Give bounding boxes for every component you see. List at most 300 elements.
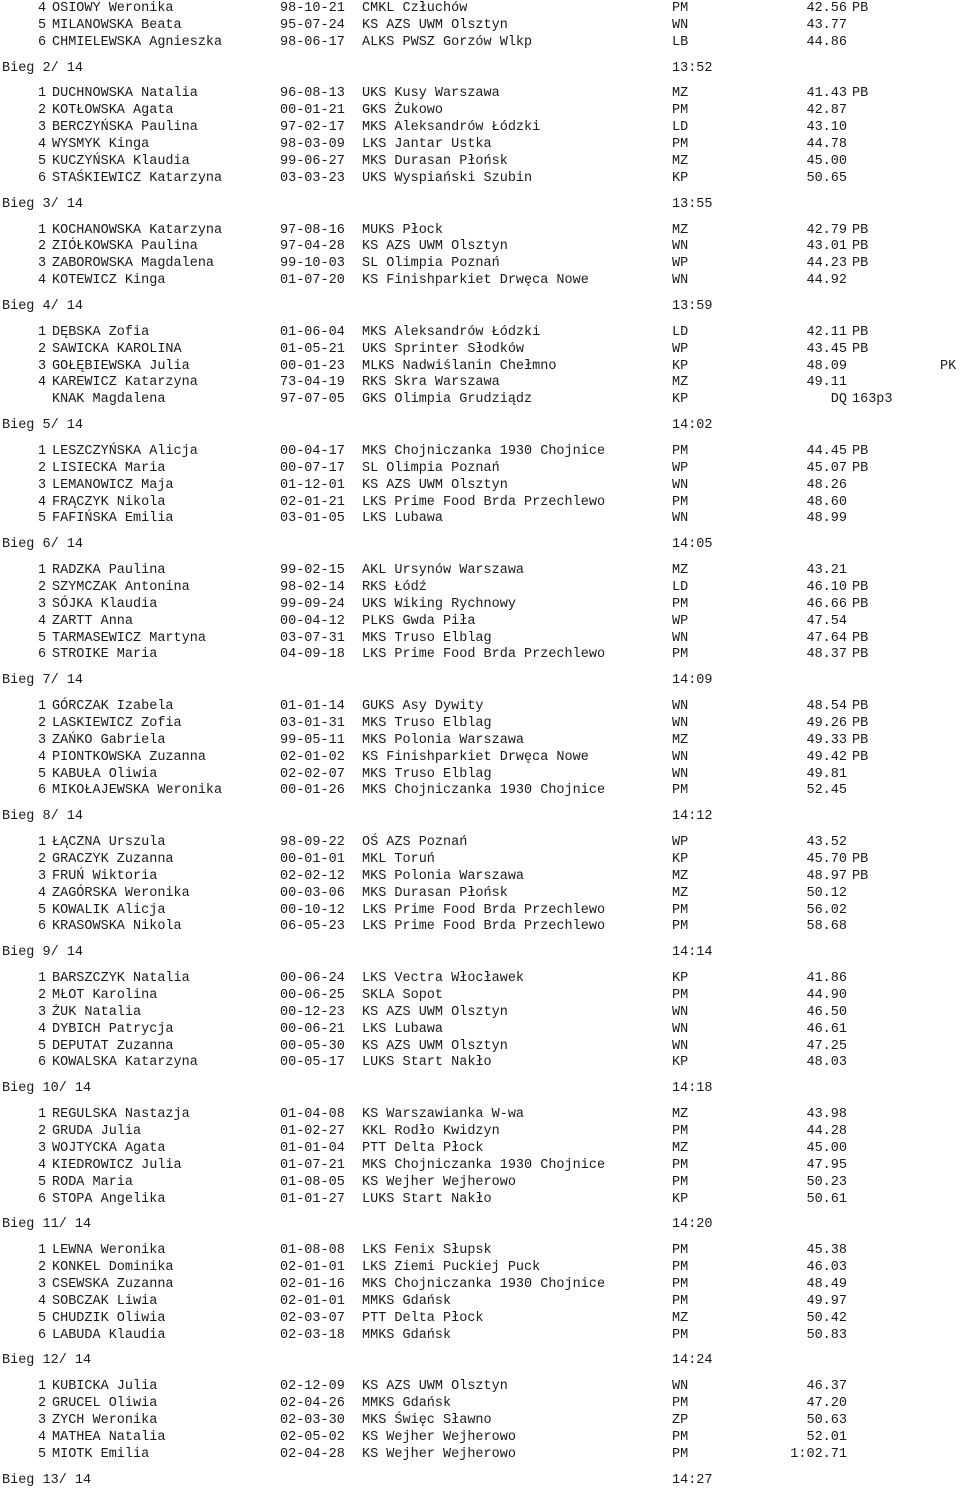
result-row — [0, 1378, 960, 1395]
result-time: 49.33 — [806, 732, 847, 748]
result-row — [0, 272, 960, 289]
region-code: WN — [672, 1379, 689, 1395]
birth-date: 02-04-26 — [280, 1396, 345, 1412]
result-time: 45.00 — [806, 153, 847, 169]
place-number: 4 — [38, 1021, 47, 1037]
place-number: 3 — [38, 1004, 47, 1020]
result-time: 52.45 — [806, 783, 847, 799]
place-number: 3 — [38, 1140, 47, 1156]
result-time: 42.56 — [806, 1, 847, 16]
club-name: MKS Aleksandrów Łódzki — [362, 324, 541, 340]
result-row — [0, 1242, 960, 1259]
club-name: UKS Sprinter Słodków — [362, 341, 525, 357]
club-name: MKS Chojniczanka 1930 Chojnice — [362, 443, 606, 459]
region-code: WP — [672, 835, 689, 851]
club-name: SKLA Sopot — [362, 988, 444, 1003]
heat-start-time: 14:18 — [672, 1081, 713, 1097]
birth-date: 03-07-31 — [280, 630, 345, 646]
club-name: MKS Chojniczanka 1930 Chojnice — [362, 1276, 606, 1292]
club-name: SL Olimpia Poznań — [362, 460, 500, 476]
heat-start-time: 14:12 — [672, 809, 713, 825]
region-code: PM — [672, 783, 689, 799]
result-time: 44.92 — [806, 273, 847, 288]
heat-header — [0, 1080, 960, 1097]
result-row — [0, 170, 960, 187]
birth-date: 01-01-04 — [280, 1140, 345, 1156]
result-time: 47.20 — [806, 1396, 847, 1412]
result-row — [0, 1293, 960, 1310]
region-code: WN — [672, 1038, 689, 1054]
result-row — [0, 1191, 960, 1208]
place-number: 1 — [38, 563, 47, 579]
region-code: PM — [672, 1174, 689, 1190]
athlete-name: DYBICH Patrycja — [52, 1021, 174, 1037]
result-time: 44.90 — [806, 988, 847, 1003]
region-code: PM — [672, 1124, 689, 1139]
region-code: PM — [672, 1429, 689, 1445]
birth-date: 02-01-16 — [280, 1276, 345, 1292]
result-row — [0, 1310, 960, 1327]
result-time: 48.54 — [806, 699, 847, 715]
result-note: PB — [852, 256, 869, 272]
result-time: 43.45 — [806, 341, 847, 357]
result-time: 47.54 — [806, 613, 847, 629]
result-note: PB — [852, 749, 869, 765]
birth-date: 02-05-02 — [280, 1429, 345, 1445]
athlete-name: KOWALSKA Katarzyna — [52, 1055, 198, 1071]
place-number: 5 — [38, 1310, 47, 1326]
result-row — [0, 391, 960, 408]
birth-date: 01-05-21 — [280, 341, 345, 357]
birth-date: 02-02-07 — [280, 766, 345, 782]
result-note: PB — [852, 647, 869, 663]
birth-date: 00-05-30 — [280, 1038, 345, 1054]
birth-date: 02-12-09 — [280, 1379, 345, 1395]
place-number: 2 — [38, 716, 47, 731]
place-number: 3 — [38, 256, 47, 272]
heat-title: Bieg 9/ 14 — [2, 945, 84, 961]
birth-date: 00-06-21 — [280, 1021, 345, 1037]
club-name: KS Finishparkiet Drwęca Nowe — [362, 273, 589, 288]
athlete-name: GÓRCZAK Izabela — [52, 699, 174, 715]
birth-date: 02-01-02 — [280, 749, 345, 765]
result-time: 48.03 — [806, 1055, 847, 1071]
heat-start-time: 13:52 — [672, 60, 713, 76]
result-row — [0, 119, 960, 136]
region-code: KP — [672, 971, 689, 987]
result-time: 49.81 — [806, 766, 847, 782]
region-code: WN — [672, 716, 689, 731]
athlete-name: FRUŃ Wiktoria — [52, 868, 158, 884]
athlete-name: SOBCZAK Liwia — [52, 1293, 158, 1309]
place-number: 2 — [38, 1260, 47, 1275]
place-number: 5 — [38, 1446, 47, 1462]
region-code: WP — [672, 460, 689, 476]
birth-date: 01-07-20 — [280, 273, 345, 288]
place-number: 6 — [38, 1191, 47, 1207]
place-number: 5 — [38, 766, 47, 782]
heat-title: Bieg 7/ 14 — [2, 673, 84, 689]
result-note: PB — [852, 86, 869, 102]
club-name: KS AZS UWM Olsztyn — [362, 1379, 508, 1395]
birth-date: 97-07-05 — [280, 392, 345, 408]
region-code: WP — [672, 341, 689, 357]
place-number: 1 — [38, 1107, 47, 1123]
result-time: 50.83 — [806, 1327, 847, 1343]
club-name: KS AZS UWM Olsztyn — [362, 1038, 508, 1054]
result-extra-note: PK — [940, 358, 957, 374]
result-time: 45.38 — [806, 1243, 847, 1259]
club-name: MUKS Płock — [362, 222, 444, 238]
region-code: KP — [672, 170, 689, 186]
result-note: PB — [852, 443, 869, 459]
athlete-name: BERCZYŃSKA Paulina — [52, 120, 198, 136]
region-code: PM — [672, 988, 689, 1003]
result-time: 43.21 — [806, 563, 847, 579]
heat-title: Bieg 13/ 14 — [2, 1472, 92, 1488]
athlete-name: FRĄCZYK Nikola — [52, 494, 166, 510]
birth-date: 00-01-26 — [280, 783, 345, 799]
heat-header — [0, 1352, 960, 1369]
athlete-name: SAWICKA KAROLINA — [52, 341, 182, 357]
heat-header — [0, 417, 960, 434]
result-note: PB — [852, 596, 869, 612]
result-time: 1:02.71 — [790, 1446, 847, 1462]
result-time: 48.99 — [806, 511, 847, 527]
birth-date: 99-02-15 — [280, 563, 345, 579]
athlete-name: REGULSKA Nastazja — [52, 1107, 190, 1123]
club-name: KS Warszawianka W-wa — [362, 1107, 525, 1123]
club-name: SL Olimpia Poznań — [362, 256, 500, 272]
place-number: 3 — [38, 358, 47, 374]
result-row — [0, 1259, 960, 1276]
birth-date: 04-09-18 — [280, 647, 345, 663]
result-row — [0, 324, 960, 341]
result-row — [0, 34, 960, 51]
birth-date: 00-04-12 — [280, 613, 345, 629]
result-note: PB — [852, 239, 869, 255]
club-name: KS Finishparkiet Drwęca Nowe — [362, 749, 589, 765]
region-code: KP — [672, 358, 689, 374]
birth-date: 00-03-06 — [280, 885, 345, 901]
birth-date: 95-07-24 — [280, 17, 345, 33]
club-name: LKS Vectra Włocławek — [362, 971, 525, 987]
region-code: MZ — [672, 1310, 689, 1326]
birth-date: 02-03-18 — [280, 1327, 345, 1343]
region-code: MZ — [672, 885, 689, 901]
result-row — [0, 579, 960, 596]
place-number: 4 — [38, 375, 47, 391]
heat-start-time: 14:09 — [672, 673, 713, 689]
result-row — [0, 1054, 960, 1071]
athlete-name: CSEWSKA Zuzanna — [52, 1276, 174, 1292]
club-name: KKL Rodło Kwidzyn — [362, 1124, 500, 1139]
club-name: LKS Prime Food Brda Przechlewo — [362, 494, 606, 510]
result-row — [0, 715, 960, 732]
region-code: LB — [672, 34, 689, 50]
birth-date: 97-08-16 — [280, 222, 345, 238]
result-time: 46.66 — [806, 596, 847, 612]
birth-date: 01-07-21 — [280, 1157, 345, 1173]
club-name: MLKS Nadwiślanin Chełmno — [362, 358, 557, 374]
birth-date: 01-04-08 — [280, 1107, 345, 1123]
result-time: 50.63 — [806, 1412, 847, 1428]
athlete-name: CHMIELEWSKA Agnieszka — [52, 34, 223, 50]
athlete-name: LASKIEWICZ Zofia — [52, 716, 182, 731]
athlete-name: MIKOŁAJEWSKA Weronika — [52, 783, 223, 799]
heat-header — [0, 298, 960, 315]
place-number: 5 — [38, 153, 47, 169]
result-row — [0, 630, 960, 647]
heat-header — [0, 808, 960, 825]
birth-date: 02-01-01 — [280, 1260, 345, 1275]
place-number: 6 — [38, 1055, 47, 1071]
heat-title: Bieg 5/ 14 — [2, 418, 84, 434]
place-number: 4 — [38, 613, 47, 629]
place-number: 4 — [38, 1, 47, 16]
result-time: 44.23 — [806, 256, 847, 272]
result-note: PB — [852, 716, 869, 731]
athlete-name: KNAK Magdalena — [52, 392, 166, 408]
club-name: PLKS Gwda Piła — [362, 613, 476, 629]
region-code: WN — [672, 17, 689, 33]
result-row — [0, 17, 960, 34]
place-number: 3 — [38, 732, 47, 748]
club-name: LUKS Start Nakło — [362, 1055, 492, 1071]
club-name: MKS Aleksandrów Łódzki — [362, 120, 541, 136]
place-number: 4 — [38, 273, 47, 288]
club-name: LKS Lubawa — [362, 511, 444, 527]
heat-title: Bieg 11/ 14 — [2, 1217, 92, 1233]
heat-start-time: 14:27 — [672, 1472, 713, 1488]
club-name: ALKS PWSZ Gorzów Wlkp — [362, 34, 533, 50]
result-row — [0, 987, 960, 1004]
heat-title: Bieg 12/ 14 — [2, 1353, 92, 1369]
result-row — [0, 1395, 960, 1412]
club-name: RKS Łódź — [362, 579, 427, 595]
club-name: KS Wejher Wejherowo — [362, 1446, 516, 1462]
result-time: 47.64 — [806, 630, 847, 646]
birth-date: 98-03-09 — [280, 137, 345, 152]
club-name: MMKS Gdańsk — [362, 1396, 452, 1412]
heat-header — [0, 1216, 960, 1233]
birth-date: 01-08-05 — [280, 1174, 345, 1190]
region-code: WN — [672, 1021, 689, 1037]
result-time: 44.45 — [806, 443, 847, 459]
club-name: RKS Skra Warszawa — [362, 375, 500, 391]
birth-date: 01-01-27 — [280, 1191, 345, 1207]
result-row — [0, 698, 960, 715]
athlete-name: RADZKA Paulina — [52, 563, 166, 579]
place-number: 6 — [38, 919, 47, 935]
place-number: 3 — [38, 596, 47, 612]
birth-date: 98-06-17 — [280, 34, 345, 50]
place-number: 1 — [38, 443, 47, 459]
result-row — [0, 782, 960, 799]
place-number: 4 — [38, 1157, 47, 1173]
result-time: 47.25 — [806, 1038, 847, 1054]
region-code: PM — [672, 1293, 689, 1309]
club-name: LKS Ziemi Puckiej Puck — [362, 1260, 541, 1275]
athlete-name: ZARTT Anna — [52, 613, 134, 629]
region-code: MZ — [672, 375, 689, 391]
result-note: PB — [852, 699, 869, 715]
heat-title: Bieg 10/ 14 — [2, 1081, 92, 1097]
result-row — [0, 1446, 960, 1463]
result-time: 48.49 — [806, 1276, 847, 1292]
result-row — [0, 851, 960, 868]
athlete-name: KOTŁOWSKA Agata — [52, 103, 174, 119]
result-note: PB — [852, 222, 869, 238]
result-time: 49.97 — [806, 1293, 847, 1309]
birth-date: 06-05-23 — [280, 919, 345, 935]
athlete-name: WYSMYK Kinga — [52, 137, 150, 152]
place-number: 4 — [38, 1293, 47, 1309]
place-number: 5 — [38, 630, 47, 646]
result-row — [0, 1429, 960, 1446]
birth-date: 03-01-05 — [280, 511, 345, 527]
region-code: WN — [672, 273, 689, 288]
place-number: 1 — [38, 324, 47, 340]
region-code: PM — [672, 647, 689, 663]
place-number: 4 — [38, 885, 47, 901]
place-number: 1 — [38, 971, 47, 987]
result-row — [0, 1412, 960, 1429]
club-name: LKS Prime Food Brda Przechlewo — [362, 902, 606, 918]
result-row — [0, 0, 960, 17]
heat-header — [0, 196, 960, 213]
athlete-name: LESZCZYŃSKA Alicja — [52, 443, 198, 459]
place-number: 2 — [38, 460, 47, 476]
club-name: UKS Kusy Warszawa — [362, 86, 500, 102]
athlete-name: MATHEA Natalia — [52, 1429, 166, 1445]
place-number: 2 — [38, 988, 47, 1003]
result-time: 58.68 — [806, 919, 847, 935]
result-row — [0, 749, 960, 766]
club-name: AKL Ursynów Warszawa — [362, 563, 525, 579]
result-note: 163p3 — [852, 392, 893, 408]
heat-start-time: 14:24 — [672, 1353, 713, 1369]
athlete-name: ZIÓŁKOWSKA Paulina — [52, 239, 198, 255]
club-name: GKS Olimpia Grudziądz — [362, 392, 533, 408]
region-code: MZ — [672, 86, 689, 102]
place-number: 1 — [38, 222, 47, 238]
birth-date: 99-10-03 — [280, 256, 345, 272]
athlete-name: SZYMCZAK Antonina — [52, 579, 190, 595]
result-row — [0, 510, 960, 527]
result-note: PB — [852, 868, 869, 884]
birth-date: 00-01-21 — [280, 103, 345, 119]
athlete-name: DUCHNOWSKA Natalia — [52, 86, 198, 102]
club-name: MKS Truso Elblag — [362, 630, 492, 646]
birth-date: 02-02-12 — [280, 868, 345, 884]
club-name: LKS Fenix Słupsk — [362, 1243, 492, 1259]
place-number: 5 — [38, 902, 47, 918]
result-time: 45.00 — [806, 1140, 847, 1156]
heat-start-time: 14:20 — [672, 1217, 713, 1233]
result-time: 48.60 — [806, 494, 847, 510]
birth-date: 02-01-01 — [280, 1293, 345, 1309]
heat-start-time: 13:55 — [672, 196, 713, 212]
athlete-name: ZABOROWSKA Magdalena — [52, 256, 215, 272]
athlete-name: ŁĄCZNA Urszula — [52, 835, 166, 851]
birth-date: 01-08-08 — [280, 1243, 345, 1259]
heat-title: Bieg 6/ 14 — [2, 537, 84, 553]
club-name: CMKL Człuchów — [362, 1, 468, 16]
region-code: PM — [672, 1, 689, 16]
place-number: 4 — [38, 137, 47, 152]
result-time: 43.77 — [806, 17, 847, 33]
result-time: 44.86 — [806, 34, 847, 50]
result-row — [0, 834, 960, 851]
result-note: PB — [852, 852, 869, 867]
birth-date: 02-03-07 — [280, 1310, 345, 1326]
place-number: 6 — [38, 647, 47, 663]
region-code: KP — [672, 1191, 689, 1207]
athlete-name: MŁOT Karolina — [52, 988, 158, 1003]
heat-title: Bieg 4/ 14 — [2, 298, 84, 314]
region-code: WN — [672, 1004, 689, 1020]
result-time: 46.61 — [806, 1021, 847, 1037]
heat-header — [0, 1472, 960, 1489]
club-name: MKS Święc Sławno — [362, 1412, 492, 1428]
club-name: UKS Wyspiański Szubin — [362, 170, 533, 186]
place-number: 2 — [38, 1396, 47, 1412]
heat-header — [0, 944, 960, 961]
result-time: 46.03 — [806, 1260, 847, 1275]
club-name: LKS Prime Food Brda Przechlewo — [362, 647, 606, 663]
athlete-name: ZAGÓRSKA Weronika — [52, 885, 190, 901]
result-row — [0, 562, 960, 579]
region-code: MZ — [672, 563, 689, 579]
result-time: 44.78 — [806, 137, 847, 152]
club-name: MKL Toruń — [362, 852, 435, 867]
result-time: 41.86 — [806, 971, 847, 987]
result-row — [0, 477, 960, 494]
result-time: 45.07 — [806, 460, 847, 476]
birth-date: 00-05-17 — [280, 1055, 345, 1071]
region-code: PM — [672, 1276, 689, 1292]
heat-title: Bieg 3/ 14 — [2, 196, 84, 212]
result-time: 42.87 — [806, 103, 847, 119]
region-code: WN — [672, 477, 689, 493]
club-name: MKS Durasan Płońsk — [362, 153, 508, 169]
athlete-name: STAŚKIEWICZ Katarzyna — [52, 170, 223, 186]
region-code: MZ — [672, 732, 689, 748]
region-code: PM — [672, 596, 689, 612]
result-time: 41.43 — [806, 86, 847, 102]
athlete-name: GOŁĘBIEWSKA Julia — [52, 358, 190, 374]
athlete-name: ZAŃKO Gabriela — [52, 732, 166, 748]
athlete-name: KABUŁA Oliwia — [52, 766, 158, 782]
region-code: MZ — [672, 222, 689, 238]
region-code: MZ — [672, 868, 689, 884]
birth-date: 00-04-17 — [280, 443, 345, 459]
result-row — [0, 1327, 960, 1344]
region-code: WN — [672, 511, 689, 527]
athlete-name: FAFIŃSKA Emilia — [52, 511, 174, 527]
region-code: WP — [672, 256, 689, 272]
place-number: 4 — [38, 1429, 47, 1445]
region-code: KP — [672, 1055, 689, 1071]
region-code: KP — [672, 852, 689, 867]
birth-date: 00-01-23 — [280, 358, 345, 374]
region-code: LD — [672, 324, 689, 340]
result-row — [0, 596, 960, 613]
club-name: MKS Truso Elblag — [362, 716, 492, 731]
heat-start-time: 14:02 — [672, 418, 713, 434]
birth-date: 01-02-27 — [280, 1124, 345, 1139]
